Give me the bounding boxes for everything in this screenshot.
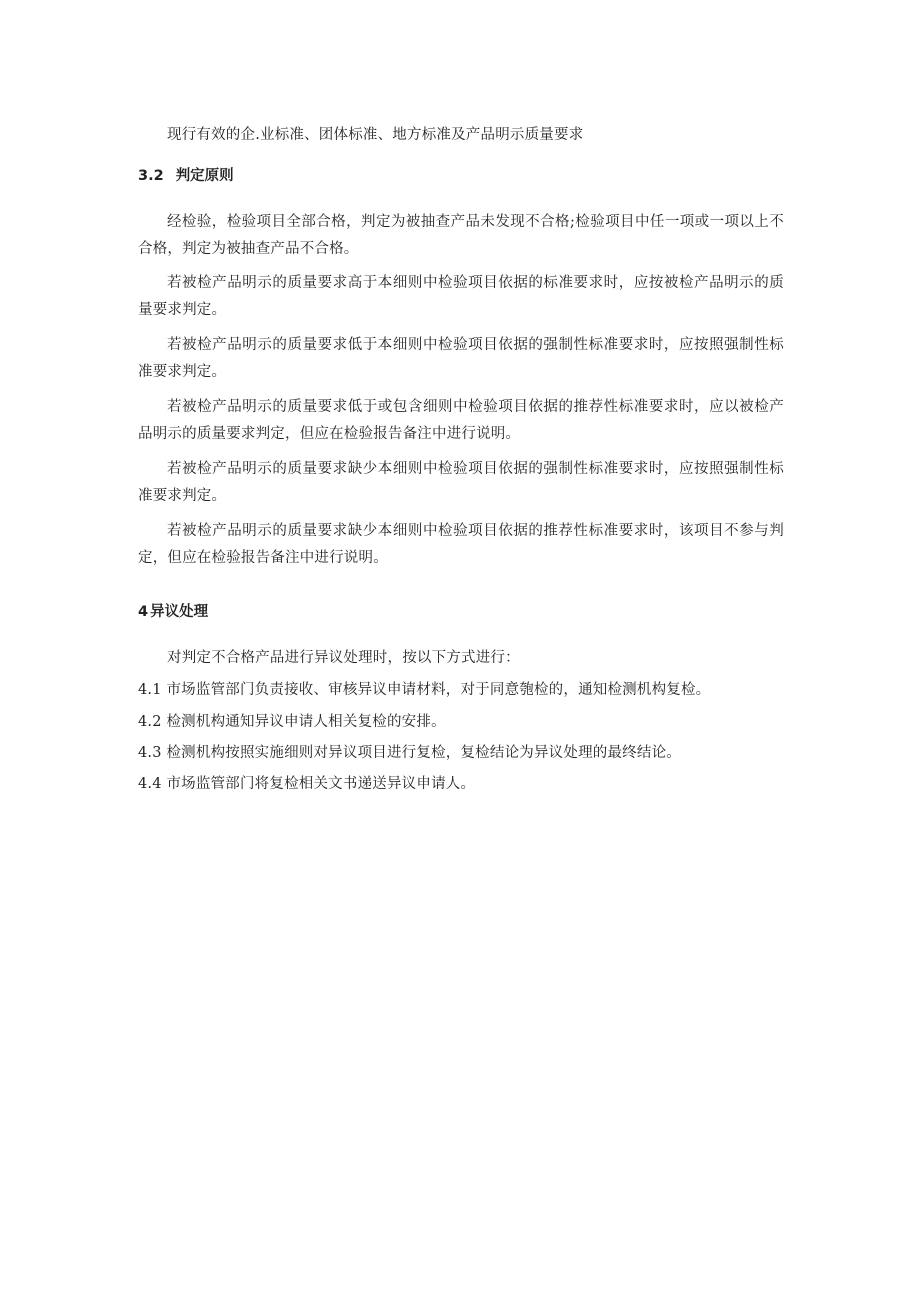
section-3-2-title: 判定原则: [175, 168, 234, 184]
paragraph-4: 若被检产品明示的质量要求低于或包含细则中检验项目依据的推荐性标准要求时，应以被检产品明示的质量要求判定，但应在检验报告备注中进行说明。: [138, 399, 784, 442]
list-item-4-2: 4.2 检测机构通知异议申请人相关复检的安排。: [138, 714, 446, 730]
section-4-number: 4: [138, 604, 149, 620]
paragraph-1: 经检验，检验项目全部合格，判定为被抽查产品未发现不合格;检验项目中任一项或一项以上不合格，判定为被抽查产品不合格。: [138, 214, 784, 257]
list-item-4-1: 4.1 市场监管部门负责接收、审核异议申请材料，对于同意匏检的，通知检测机构复检。: [138, 682, 711, 698]
paragraph-6: 若被检产品明示的质量要求缺少本细则中检验项目依据的推荐性标准要求时，该项目不参与判定，但应在检验报告备注中进行说明。: [138, 523, 784, 566]
paragraph-5: 若被检产品明示的质量要求缺少本细则中检验项目依据的强制性标准要求时，应按照强制性标准要求判定。: [138, 461, 784, 504]
section-4-title: 异议处理: [150, 604, 209, 620]
paragraph-2: 若被检产品明示的质量要求高于本细则中检验项目依据的标准要求时，应按被检产品明示的质量要求判定。: [138, 275, 784, 318]
section-4-heading: [138, 601, 208, 623]
section-4-intro: 对判定不合格产品进行异议处理时，按以下方式进行：: [167, 650, 520, 666]
section-3-2-heading: [138, 165, 234, 187]
section3-intro-line: 现行有效的企.业标准、团体标准、地方标准及产品明示质量要求: [167, 127, 584, 143]
list-item-4-4: 4.4 市场监管部门将复检相关文书递送异议申请人。: [138, 776, 476, 792]
paragraph-3: 若被检产品明示的质量要求低于本细则中检验项目依据的强制性标准要求时，应按照强制性标准要求判定。: [138, 337, 784, 380]
list-item-4-3: 4.3 检测机构按照实施细则对异议项目进行复检，复检结论为异议处理的最终结论。: [138, 745, 681, 761]
section-3-2-number: 3.2: [138, 168, 164, 184]
